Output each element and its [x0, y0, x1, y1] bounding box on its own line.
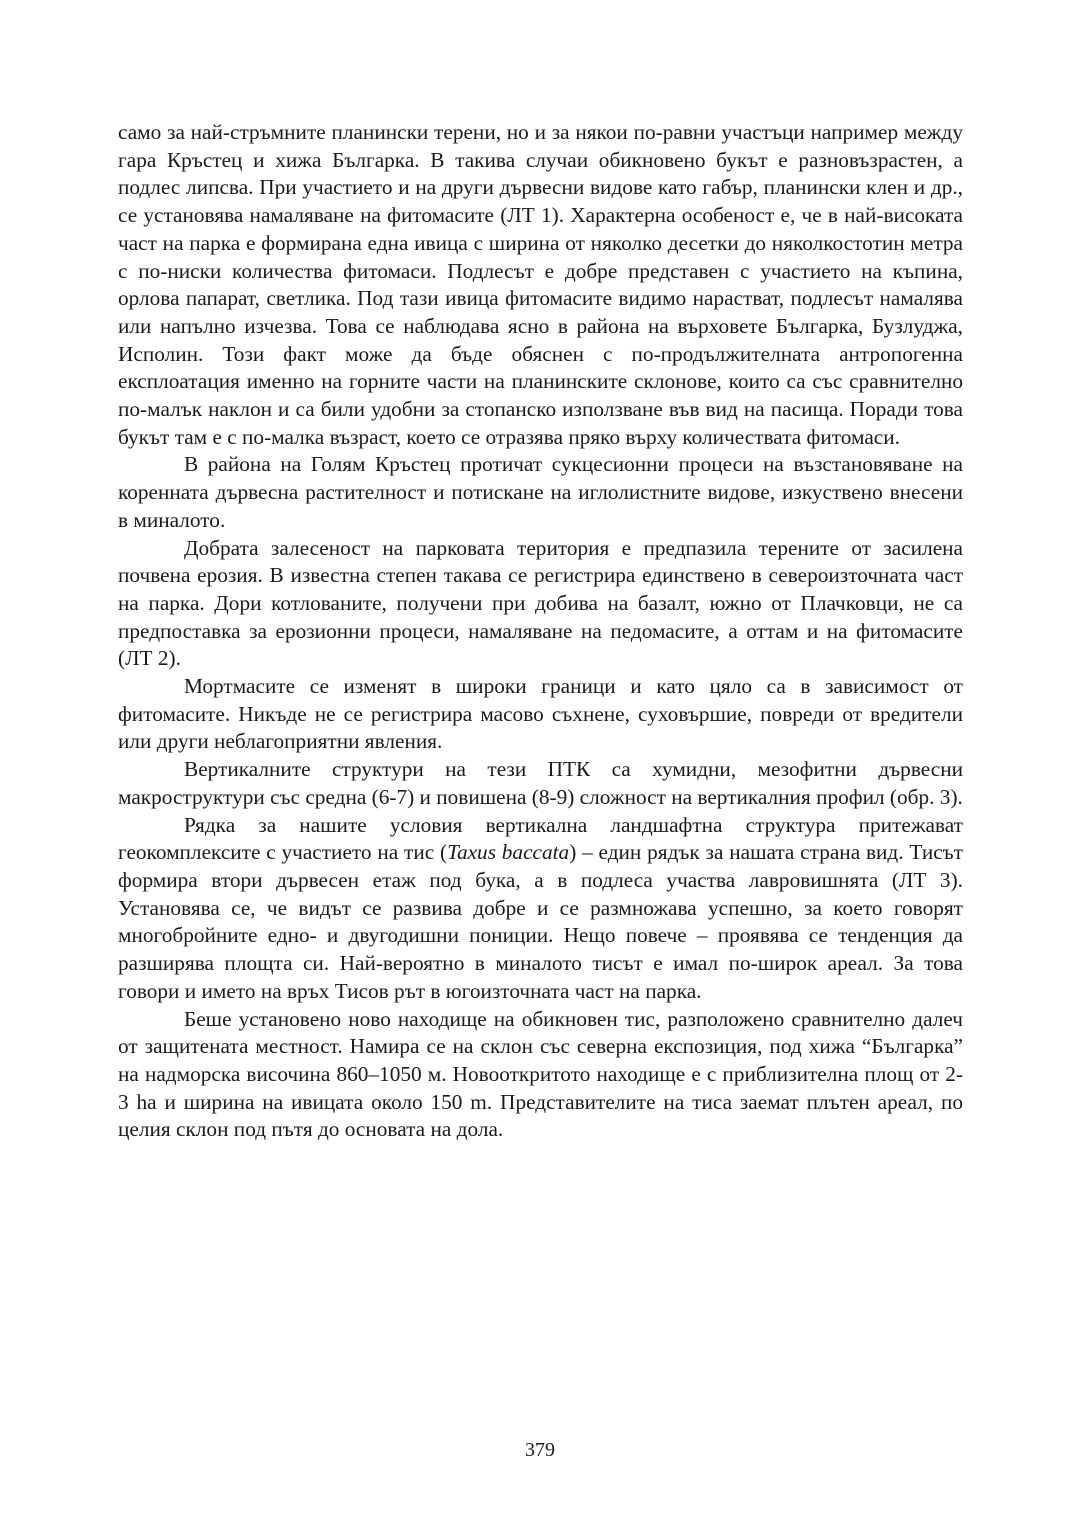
paragraph-3: Добрата залесеност на парковата територия е предпазила терените от засилена почвена ерозия. В известна степен такава се регистрира единствено в североизточната част на парка. Дори котлованите, получени при добива на базалт, южно от Плачковци, не са предпоставка за ерозионни процеси, намаляване на педомасите, а оттам и на фитомасите (ЛТ 2).: [118, 535, 963, 671]
paragraph-5: Вертикалните структури на тези ПТК са хумидни, мезофитни дървесни макроструктури със средна (6-7) и повишена (8-9) сложност на вертикалния профил (обр. 3).: [118, 757, 963, 809]
paragraph-6: [118, 812, 963, 1006]
page-body: [118, 119, 963, 1144]
species-name-latin: Taxus baccata: [447, 840, 570, 865]
paragraph-1: само за най-стръмните планински терени, но и за някои по-равни участъци например между гара Кръстец и хижа Българка. В такива случаи обикновено букът е разновъзрастен, а подлес липсва. При участието и на други дървесни видове като габър, планински клен и др., се установява намаляване на фитомасите (ЛТ 1). Характерна особеност е, че в най-високата част на парка е формирана една ивица с ширина от няколко десетки до няколкостотин метра с по-ниски количества фитомаси. Подлесът е добре представен с участието на къпина, орлова папарат, светлика. Под тази ивица фитомасите видимо нарастват, подлесът намалява или напълно изчезва. Това се наблюдава ясно в района на върховете Българка, Бузлуджа, Исполин. Този факт може да бъде обяснен с по-продължителната антропогенна експлоатация именно на горните части на планинските склонове, които са със сравнително по-малък наклон и са били удобни за стопанско използване във вид на пасища. Поради това букът там е с по-малка възраст, което се отразява пряко върху количествата фитомаси.: [118, 120, 963, 449]
paragraph-7: Беше установено ново находище на обикновен тис, разположено сравнително далеч от защитената местност. Намира се на склон със северна експозиция, под хижа “Българка” на надморска височина 860–1050 м. Новооткритото находище е с приблизителна площ от 2-3 ha и ширина на ивицата около 150 m. Представителите на тиса заемат плътен ареал, по целия склон под пътя до основата на дола.: [118, 1006, 963, 1142]
page-number: 379: [525, 1439, 555, 1461]
paragraph-4: Мортмасите се изменят в широки граници и като цяло са в зависимост от фитомасите. Никъде не се регистрира масово съхнене, суховършие, повреди от вредители или други неблагоприятни явления.: [118, 674, 963, 754]
paragraph-6-text-after: ) – един рядък за нашата страна вид. Тисът формира втори дървесен етаж под бука, а в подлеса участва лавровишнята (ЛТ 3). Установява се, че видът се развива добре и се размножава успешно, за което говорят многобройните едно- и двугодишни пониции. Нещо повече – проявява се тенденция да разширява площта си. Най-вероятно в миналото тисът е имал по-широк ареал. За това говори и името на връх Тисов рът в югоизточната част на парка.: [118, 840, 963, 1003]
paragraph-2: В района на Голям Кръстец протичат сукцесионни процеси на възстановяване на коренната дървесна растителност и потискане на иглолистните видове, изкуствено внесени в миналото.: [118, 452, 963, 532]
paragraph-6-text-before: Рядка за нашите условия вертикална ландшафтна структура притежават геокомплексите с участието на тис (: [118, 812, 963, 865]
